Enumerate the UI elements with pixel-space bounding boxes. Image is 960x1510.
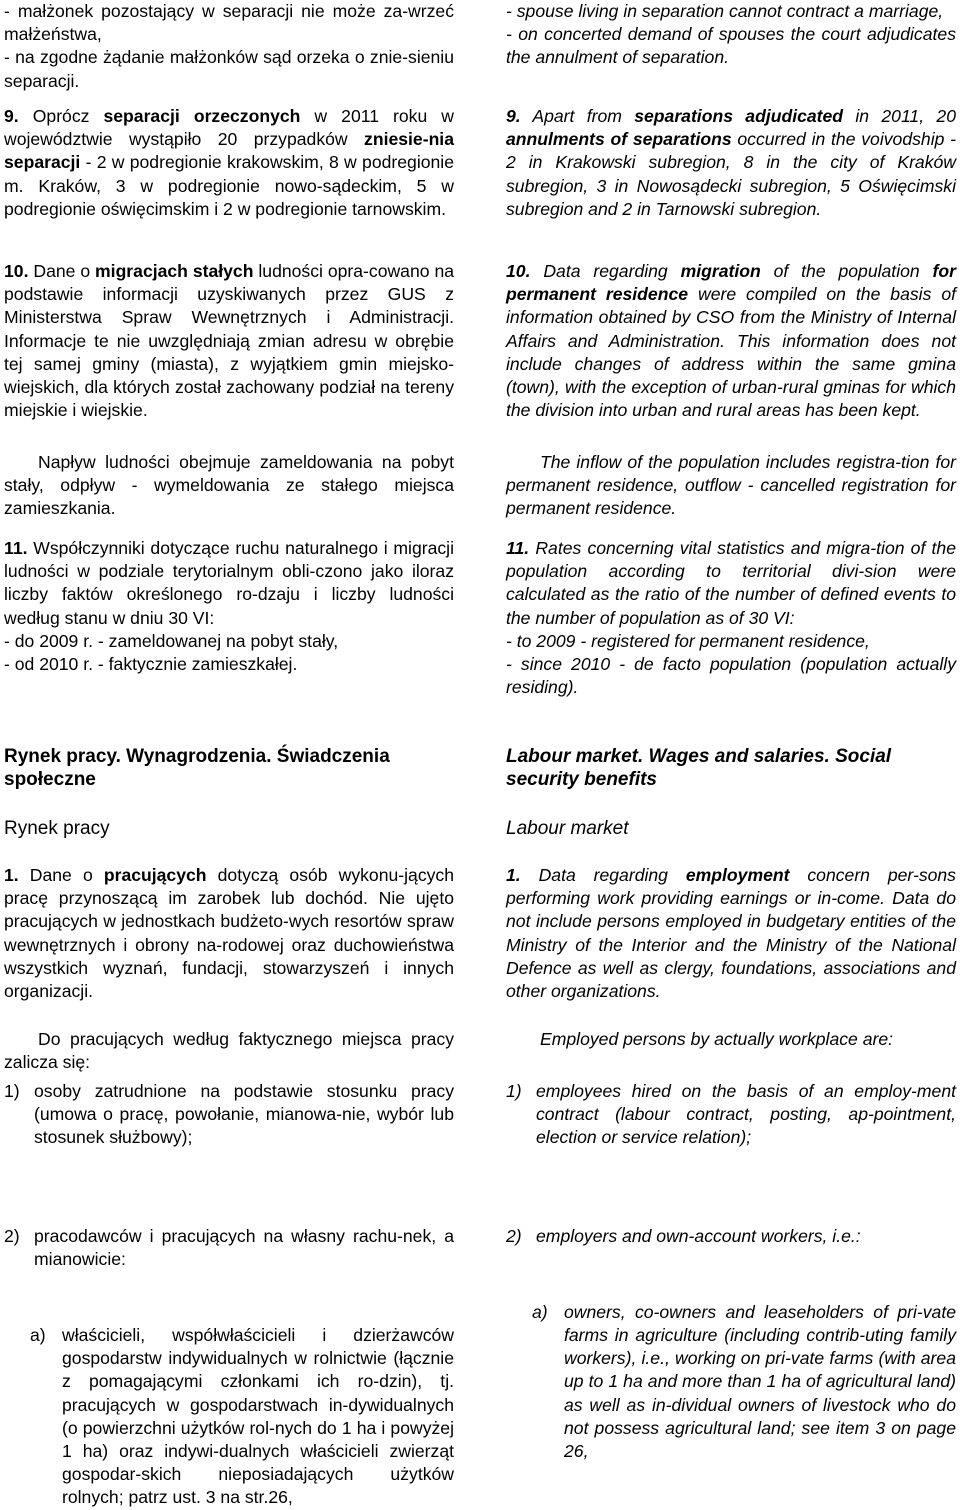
separation-list-en bbox=[506, 0, 956, 70]
paragraph-number: 10. bbox=[4, 261, 29, 281]
list-item: - spouse living in separation cannot contract a marriage, bbox=[506, 1, 944, 21]
column-english bbox=[506, 0, 957, 1462]
paragraph-11-en: 11. Rates concerning vital statistics and migra-tion of the population according to territorial divi-sion were calculated as the ratio of the number of defined events to the number of population as of 30 VI: - to 2009 - registered for permanent residence, - since 2010 - de facto population (population actually residing). bbox=[506, 537, 956, 699]
paragraph-9-pl: 9. Oprócz separacji orzeczonych w 2011 roku w województwie wystąpiło 20 przypadków zniesie-nia separacji - 2 w podregionie krakowskim, 8 w podregionie m. Kraków, 3 w podregionie nowo-sądeckim, 5 w podregionie oświęcimskim i 2 w podregionie tarnowskim. bbox=[4, 106, 455, 219]
section-heading-en: Labour market. Wages and salaries. Social security benefits bbox=[506, 746, 892, 790]
paragraph-10-pl: 10. Dane o migracjach stałych ludności opra-cowano na podstawie informacji uzyskiwanych przez GUS z Ministerstwa Spraw Wewnętrznych i Administracji. Informacje te nie uwzględniają zmian adresu w obrębie tej samej gminy (miasta), z wyjątkiem gmin miejsko-wiejskich, dla których został zachowany podział na tereny miejskie i wiejskie. bbox=[4, 261, 455, 421]
list-item: - od 2010 r. - faktycznie zamieszkałej. bbox=[4, 654, 298, 675]
paragraph-1-en: 1. Data regarding employment concern per-sons performing work providing earnings or in-come. Data do not include persons employed in budgetary entities of the Ministry of the Interior and the Ministry of the National Defence as well as clergy, foundations, associations and other organizations. bbox=[506, 865, 956, 1002]
subsection-heading-en: Labour market bbox=[506, 818, 629, 839]
paragraph-number: 9. bbox=[506, 106, 521, 126]
paragraph-number: 10. bbox=[506, 261, 531, 281]
list-item-1-en: 1) employees hired on the basis of an employ-ment contract (labour contract, posting, ap-pointment, election or service relation); bbox=[506, 1081, 956, 1148]
list-item: - do 2009 r. - zameldowanej na pobyt stały, bbox=[4, 630, 339, 651]
list-item: - na zgodne żądanie małżonków sąd orzeka o znie-sieniu separacji. bbox=[4, 47, 454, 91]
list-marker: 1) bbox=[4, 1081, 20, 1101]
paragraph-10b-pl: Napływ ludności obejmuje zameldowania na pobyt stały, odpływ - wymeldowania ze stałego miejsca zamieszkania. bbox=[4, 452, 454, 519]
subsection-heading-pl: Rynek pracy bbox=[4, 818, 110, 839]
paragraph-1-pl: 1. Dane o pracujących dotyczą osób wykonu-jących pracę przynoszącą im zarobek lub dochód. Nie ujęto pracujących w jednostkach budżeto-wych resortów spraw wewnętrznych i obrony na-rodowej oraz duchowieństwa wszystkich wyznań, fundacji, stowarzyszeń i innych organizacji. bbox=[4, 865, 454, 1002]
list-item: - to 2009 - registered for permanent residence, bbox=[506, 630, 870, 651]
column-polish bbox=[4, 0, 455, 1508]
paragraph-number: 1. bbox=[4, 865, 19, 885]
section-heading-pl: Rynek pracy. Wynagrodzenia. Świadczenia społeczne bbox=[4, 746, 390, 790]
list-item-2-en: 2) employers and own-account workers, i.e.: bbox=[506, 1225, 956, 1248]
paragraph-number: 9. bbox=[4, 106, 19, 126]
paragraph-1b-en: Employed persons by actually workplace are: bbox=[540, 1029, 894, 1049]
list-marker: 1) bbox=[506, 1081, 522, 1101]
list-marker: a) bbox=[532, 1301, 548, 1322]
list-marker: 2) bbox=[506, 1225, 522, 1246]
list-marker: a) bbox=[30, 1325, 46, 1346]
list-item-1-pl: 1) osoby zatrudnione na podstawie stosunku pracy (umowa o pracę, powołanie, mianowa-nie, wybór lub stosunek służbowy); bbox=[4, 1081, 454, 1148]
list-item: - since 2010 - de facto population (population actually residing). bbox=[506, 654, 956, 698]
paragraph-9-en: 9. Apart from separations adjudicated in 2011, 20 annulments of separations occurred in the voivodship - 2 in Krakowski subregion, 8 in the city of Kraków subregion, 3 in Nowosądecki subregion, 5 Oświęcimski subregion and 2 in Tarnowski subregion. bbox=[506, 106, 957, 219]
paragraph-11-pl: 11. Współczynniki dotyczące ruchu naturalnego i migracji ludności w podziale terytorialnym obli-czono jako iloraz liczby faktów określonego ro-dzaju i liczby ludności według stanu w dniu 30 VI: - do 2009 r. - zameldowanej na pobyt stały, - od 2010 r. - faktycznie zamieszkałej. bbox=[4, 537, 454, 676]
paragraph-10-en: 10. Data regarding migration of the population for permanent residence were compiled on the basis of information obtained by CSO from the Ministry of Internal Affairs and Administration. This information does not include changes of address within the same gmina (town), with the exception of urban-rural gminas for which the division into urban and rural areas has been kept. bbox=[506, 261, 956, 421]
paragraph-10b-en: The inflow of the population includes registra-tion for permanent residence, outflow - cancelled registration for permanent residence. bbox=[506, 452, 956, 519]
list-item-2-pl: 2) pracodawców i pracujących na własny rachu-nek, a mianowicie: bbox=[4, 1225, 454, 1269]
list-item: - on concerted demand of spouses the court adjudicates the annulment of separation. bbox=[506, 24, 956, 68]
paragraph-number: 1. bbox=[506, 865, 521, 885]
paragraph-number: 11. bbox=[4, 538, 28, 558]
list-item: - małżonek pozostający w separacji nie może za-wrzeć małżeństwa, bbox=[4, 1, 454, 45]
list-item-a-pl: a) właścicieli, współwłaścicieli i dzierżawców gospodarstw indywidualnych w rolnictwie (łącznie z pomagającymi członkami ich ro-dzin), tj. pracujących w gospodarstwach in-dywidualnych (o powierzchni użytków rol-nych do 1 ha i powyżej 1 ha) oraz indywi-dualnych właścicieli zwierząt gospodar-skich nieposiadających użytków rolnych; patrz ust. 3 na str.26, bbox=[30, 1325, 454, 1508]
paragraph-number: 11. bbox=[506, 538, 530, 558]
paragraph-1b-pl: Do pracujących według faktycznego miejsca pracy zalicza się: bbox=[4, 1029, 454, 1073]
list-item-a-en: a) owners, co-owners and leaseholders of pri-vate farms in agriculture (including contrib-uting family workers), i.e., working on pri-vate farms (with area up to 1 ha and more than 1 ha of agricultural land) as well as in-dividual owners of livestock who do not possess agricultural land; see item 3 on page 26, bbox=[532, 1301, 956, 1462]
separation-list-pl bbox=[4, 0, 454, 93]
list-marker: 2) bbox=[4, 1225, 20, 1246]
